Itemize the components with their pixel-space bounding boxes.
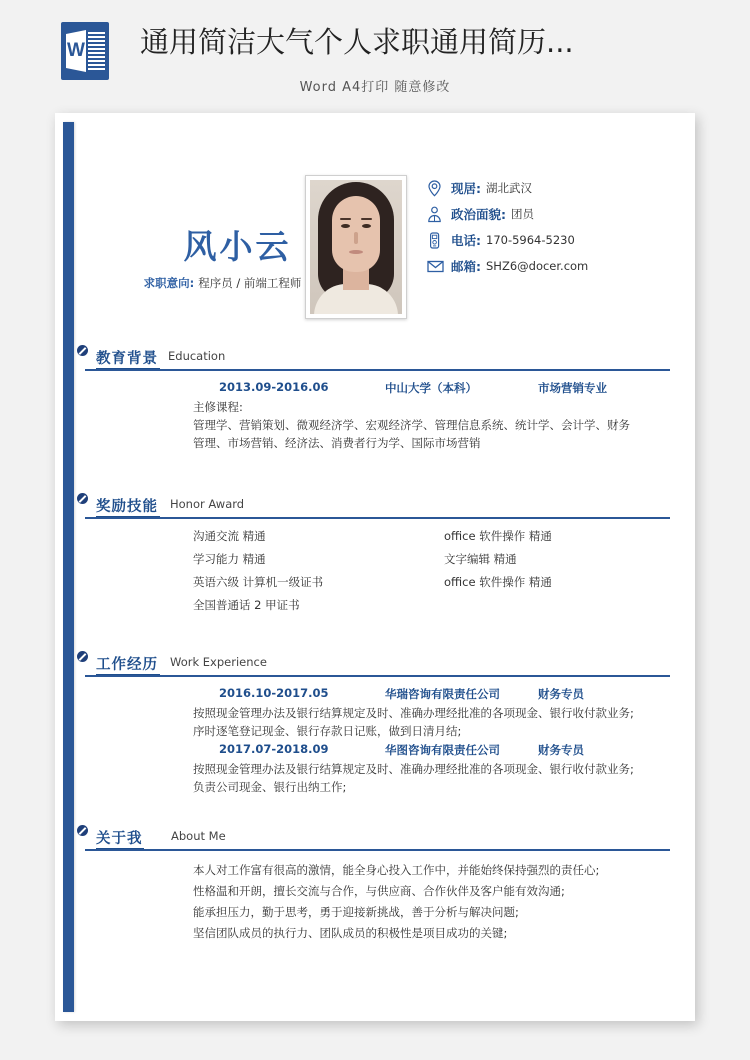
education-school: 中山大学（本科）	[385, 381, 477, 395]
candidate-photo	[305, 175, 407, 319]
document-title: 通用简洁大气个人求职通用简历...	[140, 25, 574, 59]
skill-row	[55, 597, 695, 620]
work-role: 财务专员	[538, 743, 584, 757]
work-company: 华图咨询有限责任公司	[385, 743, 500, 757]
skill-right: 文字编辑 精通	[444, 552, 517, 566]
section-divider	[85, 675, 670, 677]
contact-label: 电话:	[451, 233, 481, 248]
work-entry-row	[55, 742, 695, 760]
candidate-name: 风小云	[183, 227, 292, 266]
section-header	[55, 825, 695, 851]
section-divider	[85, 369, 670, 371]
section-bullet-icon	[77, 651, 88, 662]
contact-value: 团员	[511, 207, 534, 221]
person-icon	[427, 204, 451, 224]
skills-table	[55, 528, 695, 620]
section-title-cn: 工作经历	[96, 657, 158, 673]
contact-list	[427, 175, 677, 279]
contact-row-residence	[427, 175, 677, 201]
section-title-cn: 教育背景	[96, 351, 158, 367]
section-header	[55, 345, 695, 371]
word-icon-lines	[88, 32, 105, 70]
contact-row-email	[427, 253, 677, 279]
contact-value: 170-5964-5230	[486, 233, 575, 247]
about-line: 本人对工作富有很高的激情，能全身心投入工作中，并能始终保持强烈的责任心;	[193, 863, 600, 877]
contact-label: 现居:	[451, 181, 481, 196]
work-line: 序时逐笔登记现金、银行存款日记账，做到日清月结;	[193, 724, 462, 738]
skill-left: 全国普通话 2 甲证书	[193, 598, 300, 612]
contact-value: 湖北武汉	[486, 181, 532, 195]
work-company: 华瑞咨询有限责任公司	[385, 687, 500, 701]
section-title-en: About Me	[171, 829, 226, 843]
work-date: 2016.10-2017.05	[219, 686, 329, 700]
section-title-cn: 奖励技能	[96, 499, 158, 515]
section-divider	[85, 849, 670, 851]
word-icon	[61, 22, 109, 80]
skill-left: 学习能力 精通	[193, 552, 266, 566]
work-line: 负责公司现金、银行出纳工作;	[193, 780, 347, 794]
section-divider	[85, 517, 670, 519]
skill-left: 沟通交流 精通	[193, 529, 266, 543]
work-line: 按照现金管理办法及银行结算规定及时、准确办理经批准的各项现金、银行收付款业务;	[193, 706, 634, 720]
contact-row-political-status	[427, 201, 677, 227]
section-header	[55, 651, 695, 677]
preview-header-bar	[0, 0, 750, 108]
skill-right: office 软件操作 精通	[444, 575, 552, 589]
job-objective-label: 求职意向:	[143, 276, 195, 290]
education-entry-row	[55, 380, 695, 398]
word-icon-letter: W	[67, 40, 85, 61]
contact-value: SHZ6@docer.com	[486, 259, 589, 273]
section-title-en: Education	[168, 349, 226, 363]
skill-row	[55, 528, 695, 551]
section-header	[55, 493, 695, 519]
section-bullet-icon	[77, 345, 88, 356]
education-line: 主修课程:	[193, 400, 243, 414]
section-title-cn: 关于我	[96, 831, 143, 847]
work-entry-row	[55, 686, 695, 704]
education-date: 2013.09-2016.06	[219, 380, 329, 394]
section-about-me	[55, 825, 695, 944]
skill-left: 英语六级 计算机一级证书	[193, 575, 324, 589]
resume-page	[55, 113, 695, 1021]
about-line: 能承担压力，勤于思考，勇于迎接新挑战，善于分析与解决问题;	[193, 905, 519, 919]
section-title-en: Honor Award	[170, 497, 245, 511]
document-subtitle: Word A4打印 随意修改	[299, 80, 451, 95]
about-line: 坚信团队成员的执行力、团队成员的积极性是项目成功的关键;	[193, 926, 508, 940]
work-line: 按照现金管理办法及银行结算规定及时、准确办理经批准的各项现金、银行收付款业务;	[193, 762, 634, 776]
about-line: 性格温和开朗，擅长交流与合作，与供应商、合作伙伴及客户能有效沟通;	[193, 884, 565, 898]
skill-right: office 软件操作 精通	[444, 529, 552, 543]
location-pin-icon	[427, 178, 451, 198]
contact-label: 邮箱:	[451, 259, 481, 274]
work-role: 财务专员	[538, 687, 584, 701]
section-title-en: Work Experience	[170, 655, 267, 669]
education-line: 管理、市场营销、经济法、消费者行为学、国际市场营销	[193, 436, 481, 450]
section-bullet-icon	[77, 825, 88, 836]
contact-label: 政治面貌:	[451, 207, 506, 222]
skill-row	[55, 551, 695, 574]
education-major: 市场营销专业	[538, 381, 607, 395]
work-date: 2017.07-2018.09	[219, 742, 329, 756]
section-bullet-icon	[77, 493, 88, 504]
contact-row-phone	[427, 227, 677, 253]
skill-row	[55, 574, 695, 597]
job-objective-value: 程序员 / 前端工程师	[198, 276, 302, 290]
section-honor-award	[55, 493, 695, 620]
photo-image	[310, 180, 402, 314]
education-line: 管理学、营销策划、微观经济学、宏观经济学、管理信息系统、统计学、会计学、财务	[193, 418, 630, 432]
envelope-icon	[427, 256, 451, 276]
mobile-phone-icon	[427, 230, 451, 250]
section-work-experience	[55, 651, 695, 796]
section-education	[55, 345, 695, 452]
